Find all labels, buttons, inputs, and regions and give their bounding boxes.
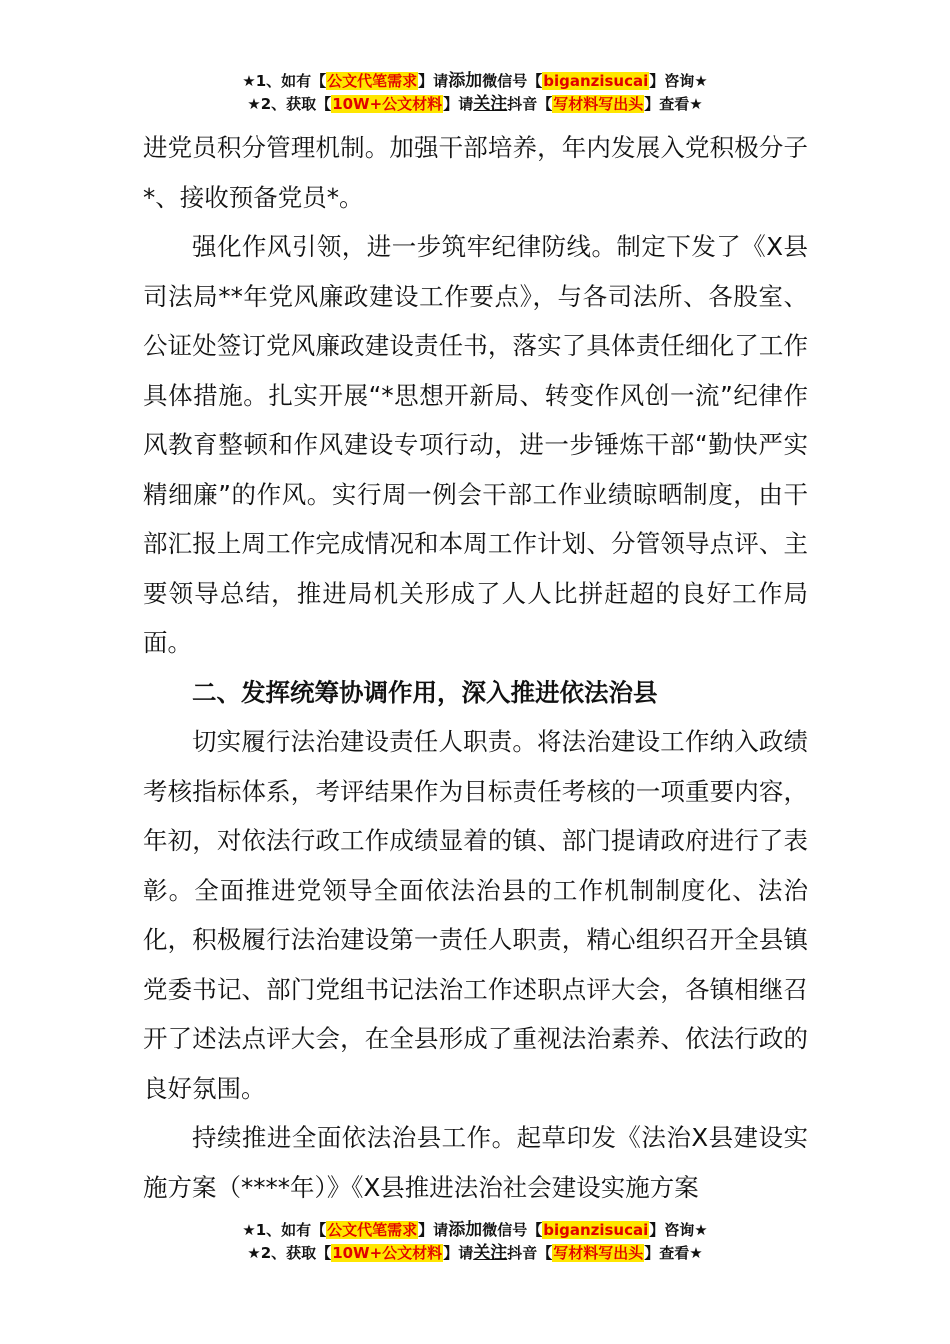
bottom-banner (0, 1219, 950, 1265)
banner-highlight-wechat-id: biganzisucai (543, 72, 649, 90)
paragraph-work-style: 强化作风引领，进一步筑牢纪律防线。制定下发了《X县司法局**年党风廉政建设工作要点》，与各司法所、各股室、公证处签订党风廉政建设责任书，落实了具体责任细化了工作具体措施。扎实开展“*思想开新局、转变作风创一流”纪律作风教育整顿和作风建设专项行动，进一步锤炼干部“勤快严实精细廉”的作风。实行周一例会干部工作业绩晾晒制度，由干部汇报上周工作完成情况和本周工作计划、分管领导点评、主要领导总结，推进局机关形成了人人比拼赶超的良好工作局面。 (143, 232, 808, 657)
banner-line-2: ★2、获取【10W+公文材料】请关注抖音【写材料写出头】查看★ (247, 94, 703, 114)
banner-line-1: ★1、如有【公文代笔需求】请添加微信号【biganzisucai】咨询★ (242, 1220, 708, 1240)
paragraph-rule-of-law-duty: 切实履行法治建设责任人职责。将法治建设工作纳入政绩考核指标体系，考评结果作为目标责任考核的一项重要内容，年初，对依法行政工作成绩显着的镇、部门提请政府进行了表彰。全面推进党领导全面依法治县的工作机制制度化、法治化，积极履行法治建设第一责任人职责，精心组织召开全县镇党委书记、部门党组书记法治工作述职点评大会，各镇相继召开了述法点评大会，在全县形成了重视法治素养、依法行政的良好氛围。 (143, 727, 808, 1103)
banner-highlight-service: 公文代笔需求 (327, 72, 418, 90)
section-heading-2: 二、发挥统筹协调作用，深入推进依法治县 (192, 677, 658, 707)
banner-highlight-materials: 10W+公文材料 (332, 95, 443, 113)
document-body (143, 123, 808, 1212)
banner-highlight-douyin: 写材料写出头 (553, 95, 644, 113)
paragraph-party-member-management: 进党员积分管理机制。加强干部培养，年内发展入党积极分子*、接收预备党员*。 (143, 133, 808, 212)
paragraph-rule-of-law-county: 持续推进全面依法治县工作。起草印发《法治X县建设实施方案（****年）》《X县推进法治社会建设实施方案 (143, 1123, 808, 1202)
top-banner (0, 70, 950, 116)
banner-highlight-materials: 10W+公文材料 (332, 1244, 443, 1262)
banner-highlight-douyin: 写材料写出头 (553, 1244, 644, 1262)
banner-highlight-service: 公文代笔需求 (327, 1221, 418, 1239)
banner-highlight-wechat-id: biganzisucai (543, 1221, 649, 1239)
banner-line-2: ★2、获取【10W+公文材料】请关注抖音【写材料写出头】查看★ (247, 1243, 703, 1263)
banner-line-1: ★1、如有【公文代笔需求】请添加微信号【biganzisucai】咨询★ (242, 71, 708, 91)
